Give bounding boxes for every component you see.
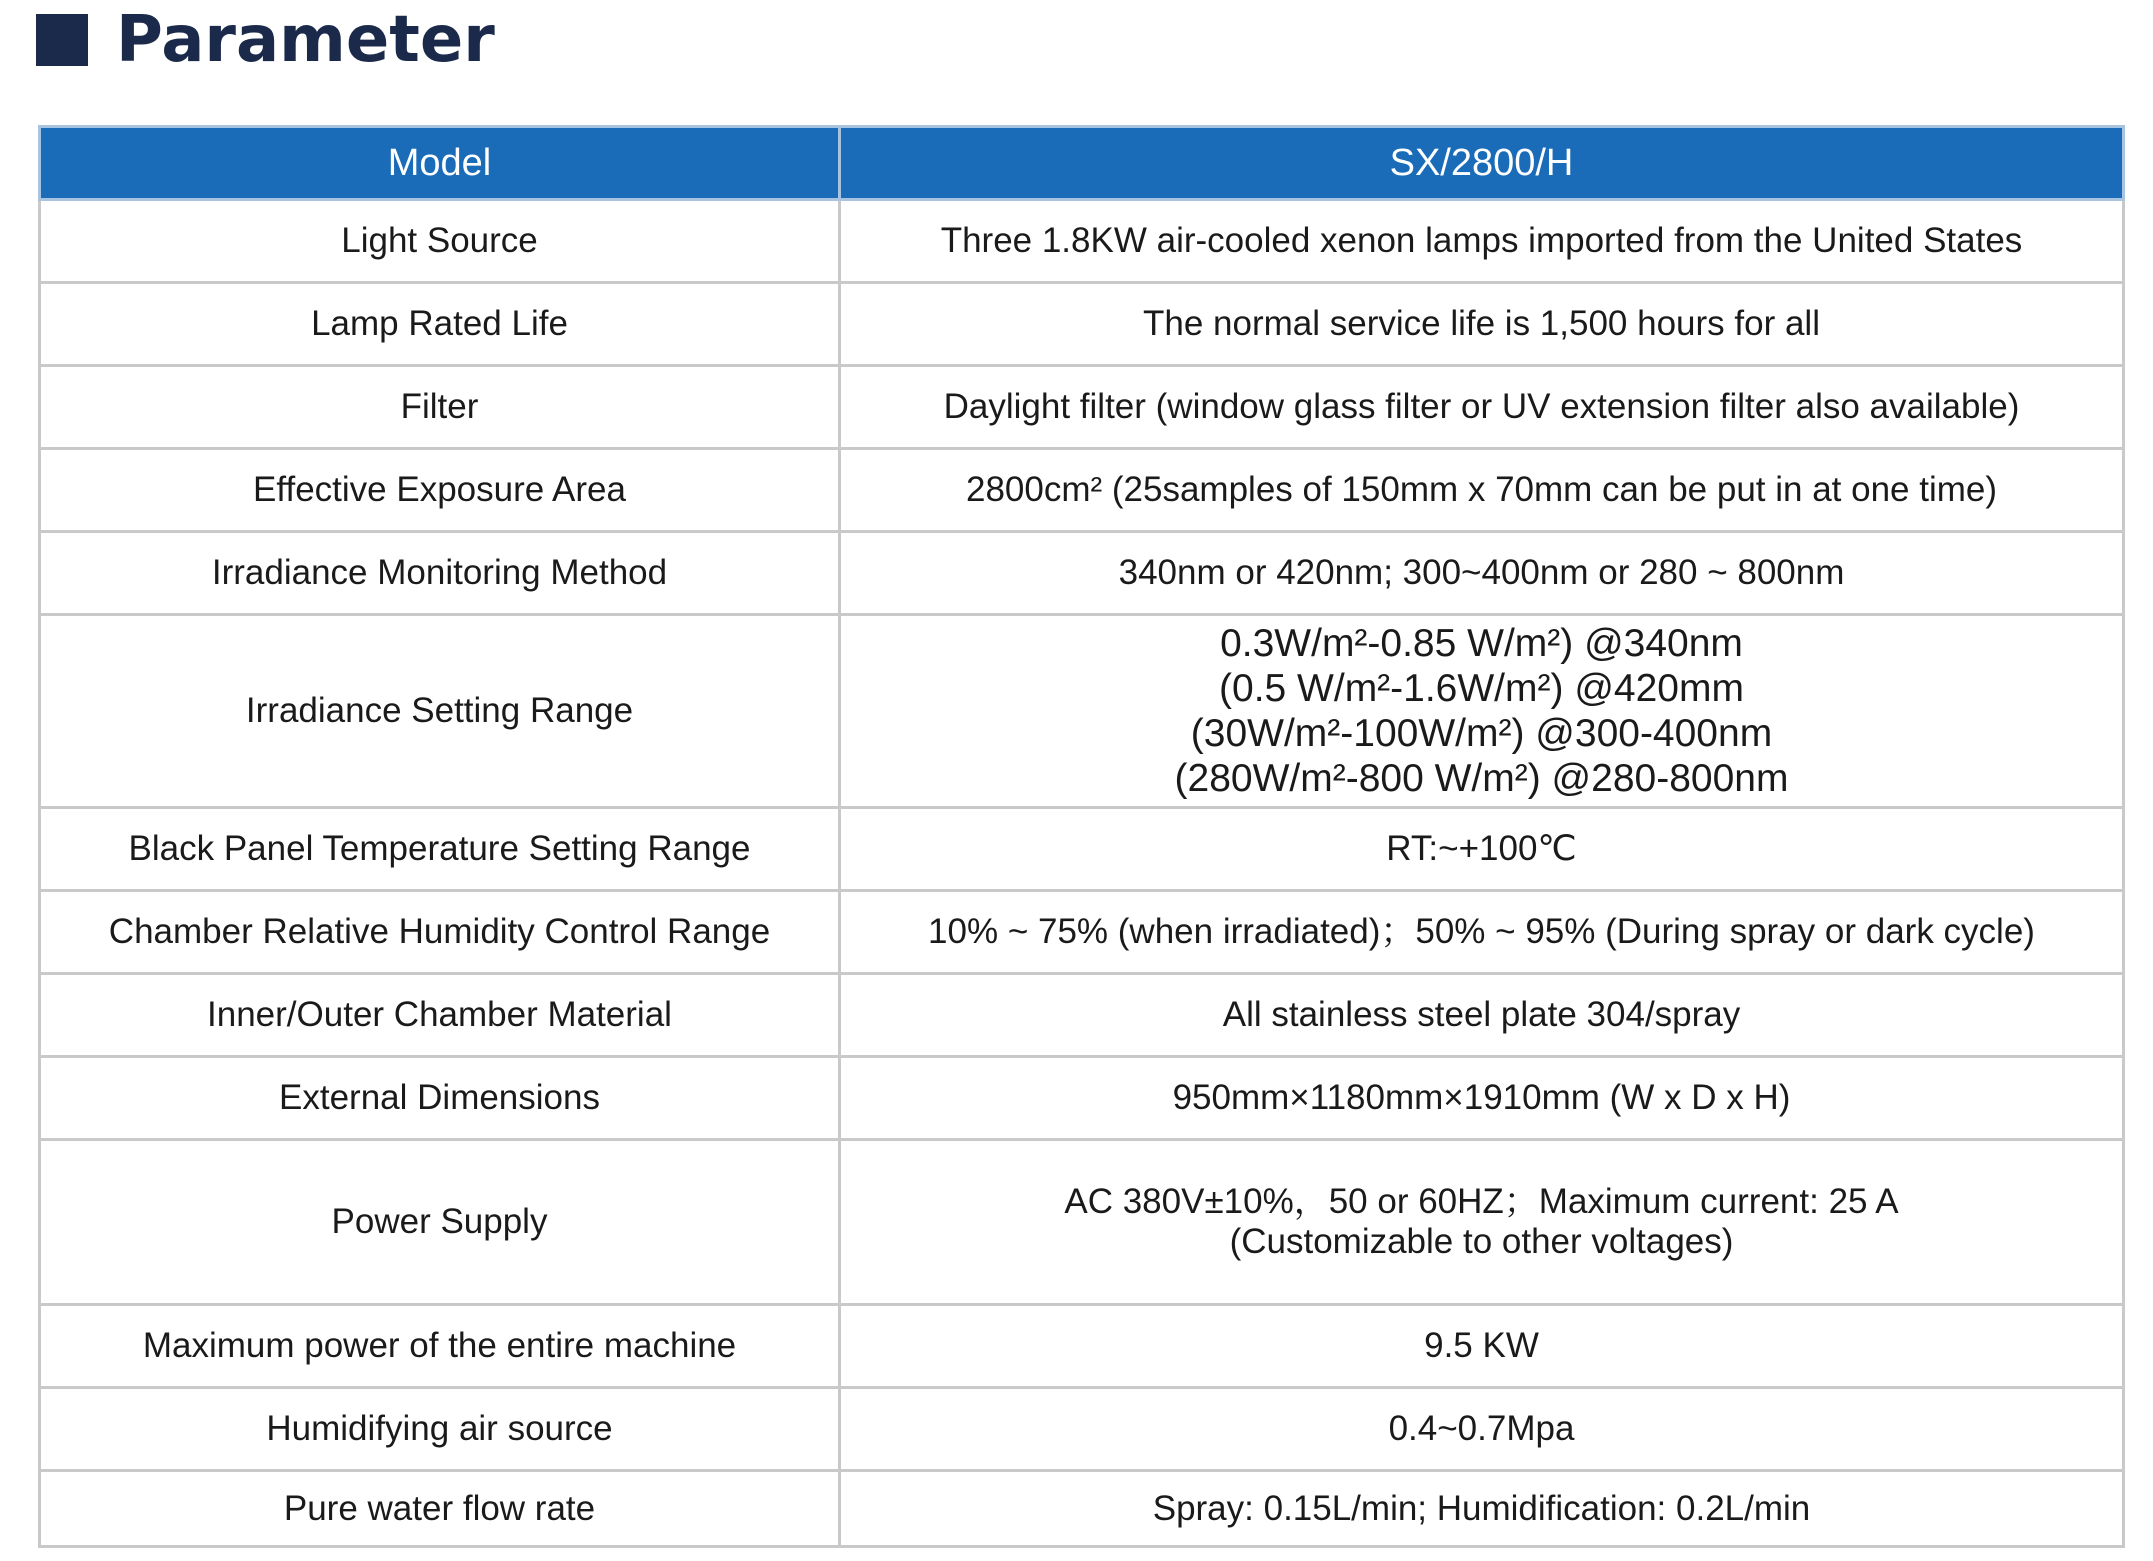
page-title: Parameter <box>116 3 495 77</box>
heading-square-icon <box>36 14 88 66</box>
row-value: Three 1.8KW air-cooled xenon lamps imported from the United States <box>840 200 2124 283</box>
header-value-cell: SX/2800/H <box>840 127 2124 200</box>
row-value: 10% ~ 75% (when irradiated)；50% ~ 95% (During spray or dark cycle) <box>840 891 2124 974</box>
section-heading <box>36 0 495 80</box>
table-header-row <box>40 127 2124 200</box>
parameter-table <box>38 125 2125 1548</box>
row-label: Lamp Rated Life <box>40 283 840 366</box>
row-label: Pure water flow rate <box>40 1471 840 1547</box>
row-label: Irradiance Monitoring Method <box>40 532 840 615</box>
power-supply-line: AC 380V±10%，50 or 60HZ；Maximum current: 25 A <box>1064 1182 1899 1221</box>
row-value <box>840 1140 2124 1305</box>
row-label: External Dimensions <box>40 1057 840 1140</box>
row-value: Spray: 0.15L/min; Humidification: 0.2L/min <box>840 1471 2124 1547</box>
row-label: Black Panel Temperature Setting Range <box>40 808 840 891</box>
row-value: Daylight filter (window glass filter or UV extension filter also available) <box>840 366 2124 449</box>
table-row <box>40 1388 2124 1471</box>
row-value: All stainless steel plate 304/spray <box>840 974 2124 1057</box>
row-label: Power Supply <box>40 1140 840 1305</box>
row-label: Chamber Relative Humidity Control Range <box>40 891 840 974</box>
table-row <box>40 891 2124 974</box>
row-value: 950mm×1180mm×1910mm (W x D x H) <box>840 1057 2124 1140</box>
row-label: Inner/Outer Chamber Material <box>40 974 840 1057</box>
row-label: Irradiance Setting Range <box>40 615 840 808</box>
irradiance-range-line: (280W/m²-800 W/m²) @280-800nm <box>1174 757 1789 800</box>
row-label: Filter <box>40 366 840 449</box>
table-row <box>40 366 2124 449</box>
row-label: Humidifying air source <box>40 1388 840 1471</box>
table-row <box>40 200 2124 283</box>
row-label: Effective Exposure Area <box>40 449 840 532</box>
row-label: Maximum power of the entire machine <box>40 1305 840 1388</box>
row-value: The normal service life is 1,500 hours for all <box>840 283 2124 366</box>
table-row <box>40 1057 2124 1140</box>
row-label: Light Source <box>40 200 840 283</box>
table-row <box>40 615 2124 808</box>
header-label-cell: Model <box>40 127 840 200</box>
irradiance-range-line: (0.5 W/m²-1.6W/m²) @420mm <box>1219 667 1744 710</box>
row-value: 9.5 KW <box>840 1305 2124 1388</box>
irradiance-range-line: (30W/m²-100W/m²) @300-400nm <box>1190 712 1773 755</box>
table-row <box>40 1140 2124 1305</box>
table-row <box>40 449 2124 532</box>
table-row <box>40 1471 2124 1547</box>
table-row <box>40 1305 2124 1388</box>
table-row <box>40 808 2124 891</box>
row-value <box>840 615 2124 808</box>
irradiance-range-line: 0.3W/m²-0.85 W/m²) @340nm <box>1220 622 1743 665</box>
table-row <box>40 974 2124 1057</box>
power-supply-line: (Customizable to other voltages) <box>1229 1222 1734 1261</box>
row-value: 340nm or 420nm; 300~400nm or 280 ~ 800nm <box>840 532 2124 615</box>
table-row <box>40 283 2124 366</box>
row-value: RT:~+100℃ <box>840 808 2124 891</box>
row-value: 2800cm² (25samples of 150mm x 70mm can be put in at one time) <box>840 449 2124 532</box>
row-value: 0.4~0.7Mpa <box>840 1388 2124 1471</box>
table-row <box>40 532 2124 615</box>
